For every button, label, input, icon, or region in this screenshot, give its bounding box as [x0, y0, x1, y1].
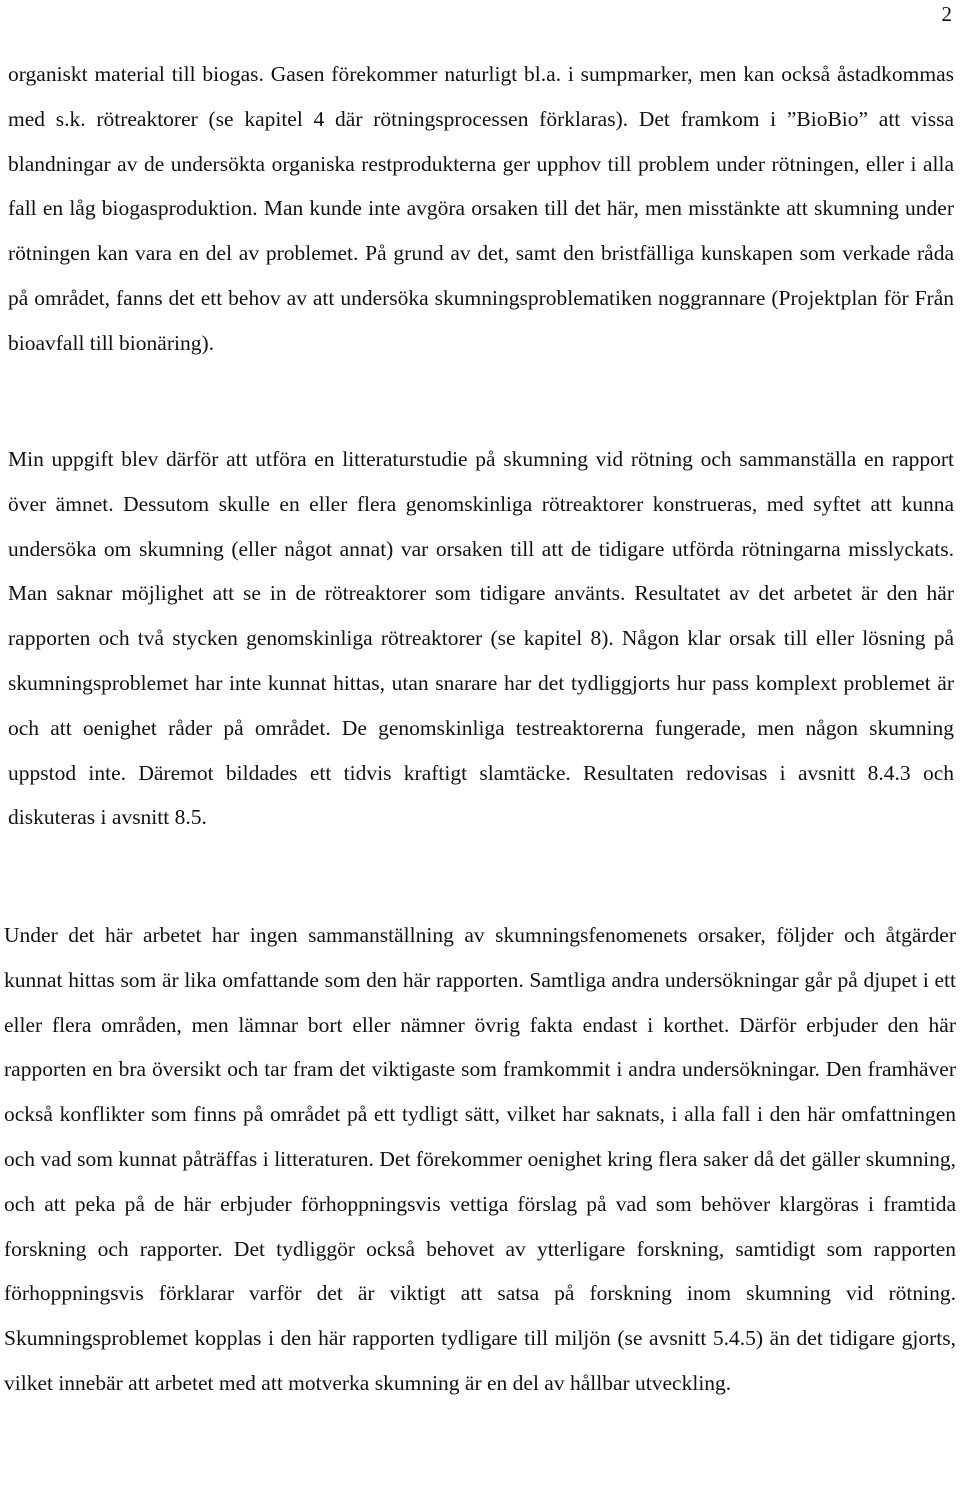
- paragraph-3: Under det här arbetet har ingen sammanställning av skumningsfenomenets orsaker, följder och åtgärder kunnat hittas som är lika omfattande som den här rapporten. Samtliga andra undersökningar går på djupet i ett eller flera områden, men lämnar bort eller nämner övrig fakta endast i korthet. Därför erbjuder den här rapporten en bra översikt och tar fram det viktigaste som framkommit i andra undersökningar. Den framhäver också konflikter som finns på området på ett tydligt sätt, vilket har saknats, i alla fall i den här omfattningen och vad som kunnat påträffas i litteraturen. Det förekommer oenighet kring flera saker då det gäller skumning, och att peka på de här erbjuder förhoppningsvis vettiga förslag på vad som behöver klargöras i framtida forskning och rapporter. Det tydliggör också behovet av ytterligare forskning, samtidigt som rapporten förhoppningsvis förklarar varför det är viktigt att satsa på forskning inom skumning vid rötning. Skumningsproblemet kopplas i den här rapporten tydligare till miljön (se avsnitt 5.4.5) än det tidigare gjorts, vilket innebär att arbetet med att motverka skumning är en del av hållbar utveckling.: [4, 923, 956, 1395]
- page-number: 2: [941, 2, 952, 26]
- paragraph-1: organiskt material till biogas. Gasen förekommer naturligt bl.a. i sumpmarker, men kan också åstadkommas med s.k. rötreaktorer (se kapitel 4 där rötningsprocessen förklaras). Det framkom i ”BioBio” att vissa blandningar av de undersökta organiska restprodukterna ger upphov till problem under rötningen, eller i alla fall en låg biogasproduktion. Man kunde inte avgöra orsaken till det här, men misstänkte att skumning under rötningen kan vara en del av problemet. På grund av det, samt den bristfälliga kunskapen som verkade råda på området, fanns det ett behov av att undersöka skumningsproblematiken noggrannare (Projektplan för Från bioavfall till bionäring).: [8, 62, 954, 355]
- paragraph-2: Min uppgift blev därför att utföra en litteraturstudie på skumning vid rötning och sammanställa en rapport över ämnet. Dessutom skulle en eller flera genomskinliga rötreaktorer konstrueras, med syftet att kunna undersöka om skumning (eller något annat) var orsaken till att de tidigare utförda rötningarna misslyckats. Man saknar möjlighet att se in de rötreaktorer som tidigare använts. Resultatet av det arbetet är den här rapporten och två stycken genomskinliga rötreaktorer (se kapitel 8). Någon klar orsak till eller lösning på skumningsproblemet har inte kunnat hittas, utan snarare har det tydliggjorts hur pass komplext problemet är och att oenighet råder på området. De genomskinliga testreaktorerna fungerade, men någon skumning uppstod inte. Däremot bildades ett tidvis kraftigt slamtäcke. Resultaten redovisas i avsnitt 8.4.3 och diskuteras i avsnitt 8.5.: [8, 447, 954, 830]
